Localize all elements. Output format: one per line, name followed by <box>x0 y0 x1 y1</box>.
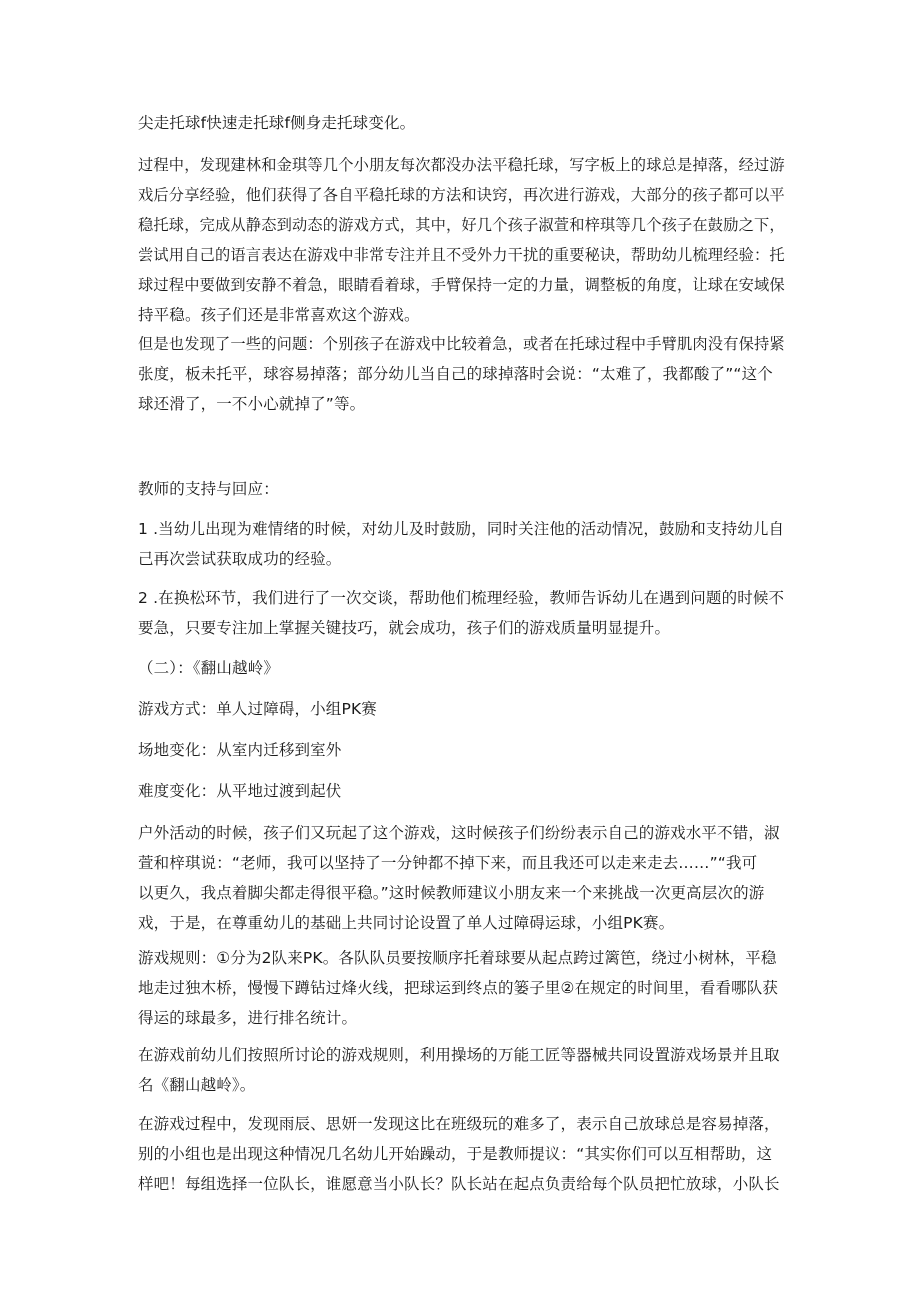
text-line: 以更久，我点着脚尖都走得很平稳。”这时候教师建议小朋友来一个来挑战一次更高层次的游 <box>138 884 765 902</box>
text-line: 别的小组也是出现这种情况几名幼儿开始躁动，于是教师提议：“其实你们可以互相帮助，这 <box>138 1145 773 1163</box>
text-line: 在游戏过程中，发现雨辰、思妍一发现这比在班级玩的难多了，表示自己放球总是容易掉落， <box>138 1115 780 1133</box>
text-line: 地走过独木桥，慢慢下蹲钻过烽火线，把球运到终点的篓子里②在规定的时间里，看看哪队获 <box>138 979 779 997</box>
text-line: 样吧！每组选择一位队长，谁愿意当小队长？队长站在起点负责给每个队员把忙放球，小队长 <box>138 1175 780 1193</box>
text-line: （二）：《翻山越岭》 <box>138 659 280 677</box>
text-line: 难度变化：从平地过渡到起伏 <box>138 782 342 800</box>
text-line: 名《翻山越岭》。 <box>138 1076 256 1094</box>
text-line: 1 .当幼儿出现为难情绪的时候，对幼儿及时鼓励，同时关注他的活动情况，鼓励和支持幼儿自 <box>138 520 785 538</box>
text-line: 教师的支持与回应： <box>138 480 279 498</box>
text-line: 持平稳。孩子们还是非常喜欢这个游戏。 <box>138 306 420 324</box>
section-heading <box>138 474 788 504</box>
text-line: 要急，只要专注加上掌握关键技巧，就会成功，孩子们的游戏质量明显提升。 <box>138 619 671 637</box>
text-line: 但是也发现了一些的问题：个别孩子在游戏中比较着急，或者在托球过程中手臂肌肉没有保持紧 <box>138 335 785 353</box>
text-line: 2 .在换松环节，我们进行了一次交谈，帮助他们梳理经验，教师告诉幼儿在遇到问题的时候不 <box>138 589 785 607</box>
paragraph <box>138 108 788 138</box>
paragraph <box>138 329 788 419</box>
text-line: 球还滑了，一不小心就掉了”等。 <box>138 395 366 413</box>
list-item <box>138 583 788 643</box>
paragraph <box>138 1109 788 1199</box>
paragraph <box>138 735 788 765</box>
text-line: 球过程中要做到安静不着急，眼睛看着球，手臂保持一定的力量，调整板的角度，让球在安域保 <box>138 276 785 294</box>
text-line: 过程中，发现建林和金琪等几个小朋友每次都没办法平稳托球，写字板上的球总是掉落，经过游 <box>138 156 785 174</box>
text-line: 游戏方式：单人过障碍，小组PK赛 <box>138 700 377 718</box>
text-line: 户外活动的时候，孩子们又玩起了这个游戏，这时候孩子们纷纷表示自己的游戏水平不错，淑 <box>138 824 780 842</box>
text-line: 尝试用自己的语言表达在游戏中非常专注并且不受外力干扰的重要秘诀，帮助幼儿梳理经验：托 <box>138 246 785 264</box>
paragraph <box>138 150 788 330</box>
paragraph <box>138 818 788 938</box>
text-line: 己再次尝试获取成功的经验。 <box>138 550 342 568</box>
text-line: 场地变化：从室内迁移到室外 <box>138 741 342 759</box>
text-line: 萱和梓琪说：“老师，我可以坚持了一分钟都不掉下来，而且我还可以走来走去……”“我可 <box>138 854 758 872</box>
text-line: 张度，板未托平，球容易掉落；部分幼儿当自己的球掉落时会说：“太难了，我都酸了”“这个 <box>138 365 773 383</box>
text-line: 在游戏前幼儿们按照所讨论的游戏规则，利用操场的万能工匠等器械共同设置游戏场景并且取 <box>138 1046 780 1064</box>
paragraph <box>138 943 788 1033</box>
text-line: 游戏规则：①分为2队来PK。各队队员要按顺序托着球要从起点跨过篱笆，绕过小树林，平稳 <box>138 949 777 967</box>
list-item <box>138 514 788 574</box>
text-line: 戏后分享经验，他们获得了各自平稳托球的方法和诀窍，再次进行游戏，大部分的孩子都可以平 <box>138 186 785 204</box>
paragraph <box>138 776 788 806</box>
text-line: 戏，于是，在尊重幼儿的基础上共同讨论设置了单人过障碍运球，小组PK赛。 <box>138 914 675 932</box>
text-line: 尖走托球f快速走托球f侧身走托球变化。 <box>138 114 416 132</box>
text-line: 稳托球，完成从静态到动态的游戏方式，其中，好几个孩子淑萱和梓琪等几个孩子在鼓励之下， <box>138 216 785 234</box>
paragraph <box>138 694 788 724</box>
text-line: 得运的球最多，进行排名统计。 <box>138 1009 358 1027</box>
paragraph <box>138 1040 788 1100</box>
section-heading <box>138 653 788 683</box>
